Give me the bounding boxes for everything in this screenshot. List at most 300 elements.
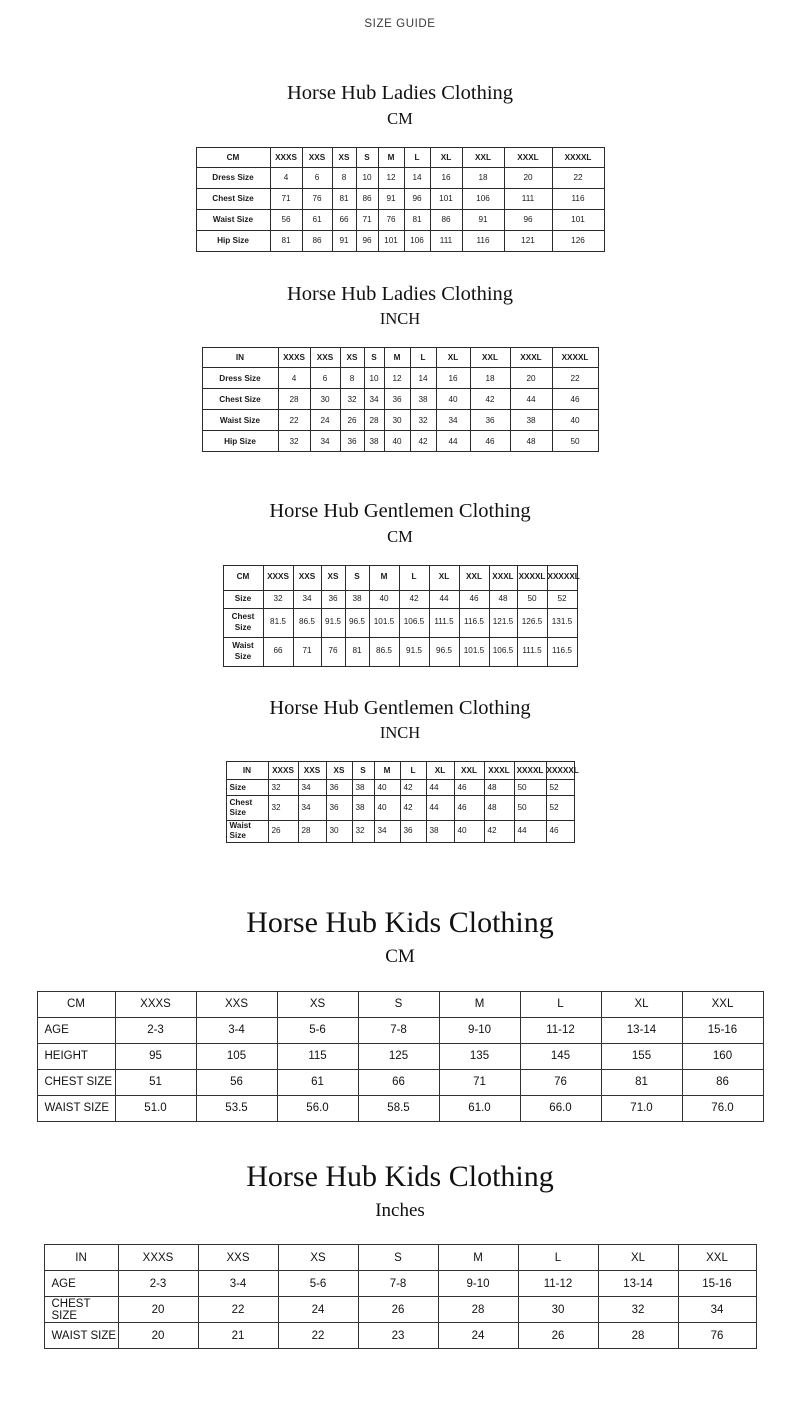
table-header-row bbox=[37, 991, 763, 1017]
size-table-gentlemen-inch bbox=[226, 761, 579, 843]
column-header: XXXS bbox=[118, 1245, 198, 1271]
cell: 42 bbox=[470, 389, 510, 410]
cell: 3-4 bbox=[198, 1271, 278, 1297]
cell: 96 bbox=[504, 209, 552, 230]
cell: 38 bbox=[352, 796, 374, 821]
column-header: L bbox=[404, 147, 430, 167]
section-subtitle: INCH bbox=[379, 723, 421, 743]
cell: 24 bbox=[278, 1297, 358, 1323]
cell: 81 bbox=[332, 188, 356, 209]
cell: 32 bbox=[352, 821, 374, 843]
column-header: M bbox=[384, 348, 410, 368]
cell: 26 bbox=[518, 1323, 598, 1349]
cell: 32 bbox=[598, 1297, 678, 1323]
cell: 56.0 bbox=[277, 1095, 358, 1121]
row-label: Hip Size bbox=[202, 431, 278, 452]
column-header: XXS bbox=[302, 147, 332, 167]
cell: 22 bbox=[198, 1297, 278, 1323]
cell: 51.0 bbox=[115, 1095, 196, 1121]
cell: 40 bbox=[369, 590, 399, 608]
table-row bbox=[226, 796, 574, 821]
cell: 52 bbox=[547, 590, 577, 608]
cell: 71 bbox=[439, 1069, 520, 1095]
cell: 4 bbox=[278, 368, 310, 389]
cell: 9-10 bbox=[439, 1017, 520, 1043]
cell: 23 bbox=[358, 1323, 438, 1349]
cell: 28 bbox=[364, 410, 384, 431]
cell: 22 bbox=[278, 1323, 358, 1349]
cell: 44 bbox=[426, 780, 454, 796]
cell: 66 bbox=[358, 1069, 439, 1095]
cell: 28 bbox=[278, 389, 310, 410]
column-header: XXXL bbox=[504, 147, 552, 167]
cell: 34 bbox=[298, 796, 326, 821]
cell: 9-10 bbox=[438, 1271, 518, 1297]
size-table-kids-cm bbox=[37, 991, 764, 1122]
table-row bbox=[44, 1271, 756, 1297]
column-header: XL bbox=[601, 991, 682, 1017]
cell: 30 bbox=[310, 389, 340, 410]
column-header: XXXXXL bbox=[546, 762, 574, 780]
section-subtitle: Inches bbox=[375, 1200, 425, 1222]
cell: 46 bbox=[454, 796, 484, 821]
column-header: XXXXL bbox=[514, 762, 546, 780]
cell: 20 bbox=[504, 167, 552, 188]
section-gentlemen-inch bbox=[0, 697, 800, 843]
section-kids-inches bbox=[0, 1160, 800, 1349]
cell: 76 bbox=[520, 1069, 601, 1095]
column-header: IN bbox=[44, 1245, 118, 1271]
cell: 106 bbox=[404, 230, 430, 251]
table-row bbox=[44, 1323, 756, 1349]
cell: 12 bbox=[384, 368, 410, 389]
cell: 34 bbox=[293, 590, 321, 608]
cell: 121.5 bbox=[489, 608, 517, 637]
cell: 26 bbox=[268, 821, 298, 843]
column-header: M bbox=[438, 1245, 518, 1271]
column-header: XXXS bbox=[268, 762, 298, 780]
cell: 26 bbox=[358, 1297, 438, 1323]
cell: 131.5 bbox=[547, 608, 577, 637]
cell: 76.0 bbox=[682, 1095, 763, 1121]
cell: 46 bbox=[470, 431, 510, 452]
cell: 71.0 bbox=[601, 1095, 682, 1121]
cell: 44 bbox=[429, 590, 459, 608]
cell: 81 bbox=[601, 1069, 682, 1095]
column-header: XL bbox=[598, 1245, 678, 1271]
cell: 32 bbox=[410, 410, 436, 431]
cell: 101.5 bbox=[369, 608, 399, 637]
cell: 76 bbox=[378, 209, 404, 230]
row-label: HEIGHT bbox=[37, 1043, 115, 1069]
column-header: M bbox=[378, 147, 404, 167]
cell: 15-16 bbox=[678, 1271, 756, 1297]
table-row bbox=[196, 209, 604, 230]
cell: 11-12 bbox=[518, 1271, 598, 1297]
column-header: IN bbox=[202, 348, 278, 368]
table-row bbox=[223, 608, 577, 637]
cell: 40 bbox=[374, 780, 400, 796]
cell: 50 bbox=[517, 590, 547, 608]
cell: 61.0 bbox=[439, 1095, 520, 1121]
cell: 48 bbox=[484, 796, 514, 821]
table-row bbox=[202, 389, 598, 410]
column-header: S bbox=[364, 348, 384, 368]
column-header: M bbox=[439, 991, 520, 1017]
column-header: XXS bbox=[198, 1245, 278, 1271]
row-label: Chest Size bbox=[196, 188, 270, 209]
row-label: Hip Size bbox=[196, 230, 270, 251]
cell: 21 bbox=[198, 1323, 278, 1349]
cell: 32 bbox=[268, 796, 298, 821]
section-subtitle: INCH bbox=[379, 309, 421, 329]
cell: 38 bbox=[364, 431, 384, 452]
row-label: WAIST SIZE bbox=[37, 1095, 115, 1121]
cell: 22 bbox=[552, 368, 598, 389]
cell: 7-8 bbox=[358, 1271, 438, 1297]
column-header: XL bbox=[430, 147, 462, 167]
cell: 160 bbox=[682, 1043, 763, 1069]
cell: 155 bbox=[601, 1043, 682, 1069]
cell: 95 bbox=[115, 1043, 196, 1069]
cell: 4 bbox=[270, 167, 302, 188]
cell: 116.5 bbox=[459, 608, 489, 637]
cell: 91 bbox=[332, 230, 356, 251]
cell: 91 bbox=[378, 188, 404, 209]
cell: 36 bbox=[321, 590, 345, 608]
table-row bbox=[37, 1043, 763, 1069]
section-subtitle: CM bbox=[387, 526, 413, 546]
cell: 50 bbox=[514, 796, 546, 821]
cell: 18 bbox=[462, 167, 504, 188]
cell: 36 bbox=[470, 410, 510, 431]
cell: 20 bbox=[118, 1297, 198, 1323]
section-kids-cm bbox=[0, 906, 800, 1122]
table-row bbox=[44, 1297, 756, 1323]
cell: 56 bbox=[196, 1069, 277, 1095]
cell: 38 bbox=[426, 821, 454, 843]
cell: 32 bbox=[278, 431, 310, 452]
cell: 20 bbox=[510, 368, 552, 389]
column-header: XXXS bbox=[270, 147, 302, 167]
cell: 42 bbox=[484, 821, 514, 843]
cell: 96.5 bbox=[429, 637, 459, 666]
cell: 51 bbox=[115, 1069, 196, 1095]
cell: 71 bbox=[270, 188, 302, 209]
cell: 46 bbox=[552, 389, 598, 410]
cell: 32 bbox=[340, 389, 364, 410]
size-table-kids-inches bbox=[44, 1244, 757, 1349]
column-header: XXXXL bbox=[552, 348, 598, 368]
table-row bbox=[37, 1017, 763, 1043]
row-label: WAIST SIZE bbox=[44, 1323, 118, 1349]
cell: 28 bbox=[598, 1323, 678, 1349]
table-row bbox=[202, 431, 598, 452]
column-header: XS bbox=[277, 991, 358, 1017]
cell: 34 bbox=[436, 410, 470, 431]
table-row bbox=[202, 368, 598, 389]
table-row bbox=[196, 230, 604, 251]
cell: 42 bbox=[400, 780, 426, 796]
cell: 44 bbox=[436, 431, 470, 452]
row-label: Waist Size bbox=[202, 410, 278, 431]
row-label: Chest Size bbox=[223, 608, 263, 637]
cell: 16 bbox=[430, 167, 462, 188]
column-header: XXL bbox=[454, 762, 484, 780]
cell: 3-4 bbox=[196, 1017, 277, 1043]
cell: 10 bbox=[364, 368, 384, 389]
table-header-row bbox=[226, 762, 574, 780]
cell: 86.5 bbox=[293, 608, 321, 637]
table-row bbox=[223, 637, 577, 666]
cell: 71 bbox=[356, 209, 378, 230]
cell: 86.5 bbox=[369, 637, 399, 666]
cell: 8 bbox=[332, 167, 356, 188]
cell: 5-6 bbox=[277, 1017, 358, 1043]
cell: 20 bbox=[118, 1323, 198, 1349]
cell: 81 bbox=[345, 637, 369, 666]
cell: 28 bbox=[438, 1297, 518, 1323]
column-header: L bbox=[410, 348, 436, 368]
cell: 66.0 bbox=[520, 1095, 601, 1121]
cell: 12 bbox=[378, 167, 404, 188]
size-table-ladies-inch bbox=[202, 347, 599, 452]
cell: 46 bbox=[546, 821, 574, 843]
column-header: S bbox=[352, 762, 374, 780]
row-label: Waist Size bbox=[226, 821, 268, 843]
column-header: CM bbox=[196, 147, 270, 167]
column-header: XXXXL bbox=[552, 147, 604, 167]
column-header: XXXL bbox=[510, 348, 552, 368]
cell: 101 bbox=[552, 209, 604, 230]
row-label: CHEST SIZE bbox=[37, 1069, 115, 1095]
table-row bbox=[37, 1069, 763, 1095]
page-header bbox=[0, 0, 800, 30]
cell: 53.5 bbox=[196, 1095, 277, 1121]
cell: 101 bbox=[378, 230, 404, 251]
cell: 96 bbox=[356, 230, 378, 251]
cell: 81 bbox=[404, 209, 430, 230]
cell: 96 bbox=[404, 188, 430, 209]
cell: 34 bbox=[374, 821, 400, 843]
cell: 38 bbox=[345, 590, 369, 608]
table-header-row bbox=[223, 565, 577, 590]
cell: 40 bbox=[454, 821, 484, 843]
cell: 34 bbox=[678, 1297, 756, 1323]
cell: 126 bbox=[552, 230, 604, 251]
size-table-ladies-cm bbox=[196, 147, 605, 252]
table-header-row bbox=[44, 1245, 756, 1271]
column-header: CM bbox=[223, 565, 263, 590]
cell: 48 bbox=[484, 780, 514, 796]
column-header: IN bbox=[226, 762, 268, 780]
cell: 38 bbox=[510, 410, 552, 431]
cell: 81.5 bbox=[263, 608, 293, 637]
column-header: XXXL bbox=[489, 565, 517, 590]
cell: 13-14 bbox=[598, 1271, 678, 1297]
cell: 58.5 bbox=[358, 1095, 439, 1121]
row-label: Size bbox=[223, 590, 263, 608]
cell: 18 bbox=[470, 368, 510, 389]
row-label: AGE bbox=[37, 1017, 115, 1043]
cell: 22 bbox=[552, 167, 604, 188]
table-row bbox=[196, 188, 604, 209]
cell: 61 bbox=[302, 209, 332, 230]
column-header: XS bbox=[326, 762, 352, 780]
cell: 30 bbox=[326, 821, 352, 843]
column-header: XS bbox=[278, 1245, 358, 1271]
section-title: Horse Hub Gentlemen Clothing bbox=[269, 696, 531, 719]
column-header: XS bbox=[321, 565, 345, 590]
cell: 111 bbox=[430, 230, 462, 251]
column-header: L bbox=[518, 1245, 598, 1271]
cell: 34 bbox=[298, 780, 326, 796]
cell: 111.5 bbox=[429, 608, 459, 637]
column-header: XL bbox=[429, 565, 459, 590]
cell: 52 bbox=[546, 780, 574, 796]
cell: 111 bbox=[504, 188, 552, 209]
column-header: XS bbox=[332, 147, 356, 167]
cell: 24 bbox=[438, 1323, 518, 1349]
column-header: M bbox=[369, 565, 399, 590]
cell: 48 bbox=[510, 431, 552, 452]
cell: 56 bbox=[270, 209, 302, 230]
table-row bbox=[226, 821, 574, 843]
table-row bbox=[37, 1095, 763, 1121]
cell: 14 bbox=[410, 368, 436, 389]
column-header: XXS bbox=[298, 762, 326, 780]
cell: 106.5 bbox=[489, 637, 517, 666]
table-row bbox=[226, 780, 574, 796]
cell: 145 bbox=[520, 1043, 601, 1069]
column-header: L bbox=[400, 762, 426, 780]
cell: 44 bbox=[510, 389, 552, 410]
cell: 105 bbox=[196, 1043, 277, 1069]
table-row bbox=[223, 590, 577, 608]
row-label: Chest Size bbox=[202, 389, 278, 410]
section-title: Horse Hub Gentlemen Clothing bbox=[269, 500, 531, 523]
cell: 115 bbox=[277, 1043, 358, 1069]
column-header: XXXS bbox=[263, 565, 293, 590]
cell: 66 bbox=[263, 637, 293, 666]
cell: 32 bbox=[268, 780, 298, 796]
cell: 30 bbox=[518, 1297, 598, 1323]
cell: 121 bbox=[504, 230, 552, 251]
cell: 106.5 bbox=[399, 608, 429, 637]
row-label: Dress Size bbox=[196, 167, 270, 188]
column-header: XL bbox=[426, 762, 454, 780]
cell: 36 bbox=[326, 780, 352, 796]
cell: 76 bbox=[321, 637, 345, 666]
column-header: M bbox=[374, 762, 400, 780]
cell: 76 bbox=[302, 188, 332, 209]
cell: 61 bbox=[277, 1069, 358, 1095]
cell: 38 bbox=[410, 389, 436, 410]
section-title: Horse Hub Kids Clothing bbox=[246, 1159, 554, 1193]
cell: 6 bbox=[302, 167, 332, 188]
cell: 42 bbox=[400, 796, 426, 821]
column-header: XXL bbox=[462, 147, 504, 167]
cell: 36 bbox=[400, 821, 426, 843]
row-label: Waist Size bbox=[223, 637, 263, 666]
cell: 111.5 bbox=[517, 637, 547, 666]
cell: 91.5 bbox=[321, 608, 345, 637]
cell: 40 bbox=[384, 431, 410, 452]
cell: 16 bbox=[436, 368, 470, 389]
cell: 44 bbox=[426, 796, 454, 821]
column-header: XS bbox=[340, 348, 364, 368]
table-row bbox=[202, 410, 598, 431]
column-header: XXL bbox=[470, 348, 510, 368]
column-header: XXXS bbox=[278, 348, 310, 368]
cell: 40 bbox=[552, 410, 598, 431]
column-header: S bbox=[345, 565, 369, 590]
cell: 66 bbox=[332, 209, 356, 230]
section-gentlemen-cm bbox=[0, 500, 800, 667]
cell: 14 bbox=[404, 167, 430, 188]
cell: 44 bbox=[514, 821, 546, 843]
row-label: AGE bbox=[44, 1271, 118, 1297]
cell: 48 bbox=[489, 590, 517, 608]
section-title: Horse Hub Ladies Clothing bbox=[286, 82, 514, 104]
cell: 2-3 bbox=[118, 1271, 198, 1297]
cell: 10 bbox=[356, 167, 378, 188]
cell: 50 bbox=[514, 780, 546, 796]
size-table-gentlemen-cm bbox=[223, 565, 578, 667]
column-header: S bbox=[356, 147, 378, 167]
row-label: Chest Size bbox=[226, 796, 268, 821]
cell: 116.5 bbox=[547, 637, 577, 666]
cell: 101 bbox=[430, 188, 462, 209]
cell: 2-3 bbox=[115, 1017, 196, 1043]
column-header: XL bbox=[436, 348, 470, 368]
cell: 7-8 bbox=[358, 1017, 439, 1043]
column-header: L bbox=[399, 565, 429, 590]
cell: 42 bbox=[410, 431, 436, 452]
table-row bbox=[196, 167, 604, 188]
table-header-row bbox=[202, 348, 598, 368]
cell: 28 bbox=[298, 821, 326, 843]
cell: 91.5 bbox=[399, 637, 429, 666]
row-label: CHEST SIZE bbox=[44, 1297, 118, 1323]
column-header: L bbox=[520, 991, 601, 1017]
column-header: XXXL bbox=[484, 762, 514, 780]
cell: 36 bbox=[326, 796, 352, 821]
page-header-text: SIZE GUIDE bbox=[364, 18, 436, 30]
cell: 30 bbox=[384, 410, 410, 431]
column-header: XXXXXL bbox=[547, 565, 577, 590]
cell: 52 bbox=[546, 796, 574, 821]
cell: 116 bbox=[462, 230, 504, 251]
cell: 24 bbox=[310, 410, 340, 431]
cell: 135 bbox=[439, 1043, 520, 1069]
cell: 26 bbox=[340, 410, 364, 431]
section-title: Horse Hub Kids Clothing bbox=[246, 905, 554, 939]
column-header: XXS bbox=[196, 991, 277, 1017]
column-header: XXL bbox=[678, 1245, 756, 1271]
cell: 40 bbox=[436, 389, 470, 410]
cell: 34 bbox=[310, 431, 340, 452]
column-header: S bbox=[358, 991, 439, 1017]
cell: 125 bbox=[358, 1043, 439, 1069]
cell: 116 bbox=[552, 188, 604, 209]
row-label: Dress Size bbox=[202, 368, 278, 389]
cell: 15-16 bbox=[682, 1017, 763, 1043]
cell: 86 bbox=[430, 209, 462, 230]
cell: 86 bbox=[356, 188, 378, 209]
cell: 96.5 bbox=[345, 608, 369, 637]
cell: 71 bbox=[293, 637, 321, 666]
